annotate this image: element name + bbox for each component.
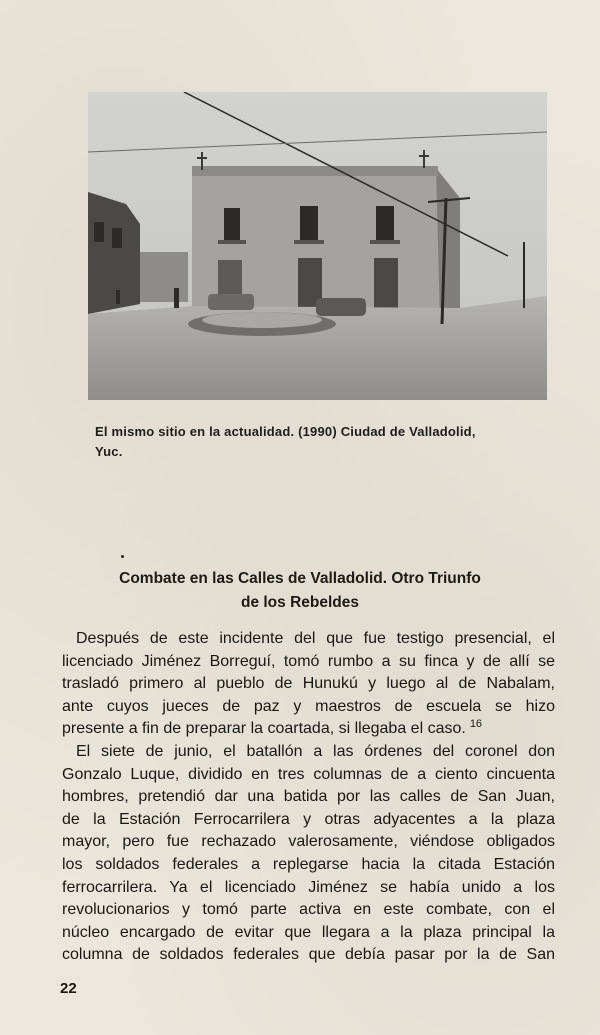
paragraph-1-last-line (62, 718, 555, 741)
photo-caption (95, 422, 545, 462)
pedestrian (116, 290, 120, 304)
parked-car (316, 298, 366, 316)
print-speck (121, 555, 124, 558)
paragraph-1-line: trasladó primero al pueblo de Hunukú y luego al de Nabalam, (62, 675, 555, 693)
paragraph-2-line: revolucionarios y tomó parte activa en este combate, con el (62, 901, 555, 919)
building-window (376, 206, 394, 240)
paragraph-2-line: los soldados federales a replegarse hacia la citada Estación (62, 855, 555, 873)
pedestrian (174, 288, 179, 308)
paragraph-2-line: núcleo encargado de evitar que llegara a la plaza principal la (62, 923, 555, 941)
paragraph-2-line: mayor, pero fue rechazado valerosamente, viéndose obligados (62, 833, 555, 851)
parked-car (208, 294, 254, 310)
balcony (218, 240, 246, 244)
paragraph-2-line: de la Estación Ferrocarrilera y otras adyacentes a la plaza (62, 810, 555, 828)
paragraph-2-line: Gonzalo Luque, dividido en tres columnas de a ciento cincuenta (62, 765, 555, 783)
paragraph-1-line: ante cuyos jueces de paz y maestros de escuela se hizo (62, 697, 555, 715)
left-building-window (94, 222, 104, 242)
paragraph-2-line: hombres, pretendió dar una batida por las calles de San Juan, (62, 788, 555, 806)
building-window (224, 208, 240, 240)
building-window (300, 206, 318, 240)
left-building-window (112, 228, 122, 248)
paragraph-1-last-text: presente a fin de preparar la coartada, si llegaba el caso. (62, 720, 466, 738)
body-text (62, 628, 555, 967)
caption-line-1: El mismo sitio en la actualidad. (1990) Ciudad de Valladolid, (95, 424, 476, 439)
caption-line-2: Yuc. (95, 444, 123, 459)
main-building-cornice (192, 166, 438, 176)
photo-illustration (88, 92, 547, 400)
building-door (374, 258, 398, 312)
page-number: 22 (60, 980, 77, 997)
distant-buildings (140, 252, 188, 302)
footnote-marker: 16 (469, 718, 483, 731)
paragraph-1-line: licenciado Jiménez Borreguí, tomó rumbo a su finca y de allí se (62, 652, 555, 670)
balcony (294, 240, 324, 244)
paragraph-2-line: columna de soldados federales que debía pasar por la de San (62, 946, 555, 964)
paragraph-2-line: El siete de junio, el batallón a las órdenes del coronel don (76, 742, 555, 760)
photograph-valladolid-street (88, 92, 547, 400)
heading-line-2: de los Rebeldes (240, 594, 359, 611)
paragraph-2-line: ferrocarrilera. Ya el licenciado Jiménez se había unido a los (62, 878, 555, 896)
paragraph-1-line: Después de este incidente del que fue testigo presencial, el (76, 630, 555, 647)
balcony (370, 240, 400, 244)
roundabout-center (202, 312, 322, 328)
section-heading (60, 567, 540, 615)
heading-line-1: Combate en las Calles de Valladolid. Otro Triunfo (119, 570, 481, 587)
